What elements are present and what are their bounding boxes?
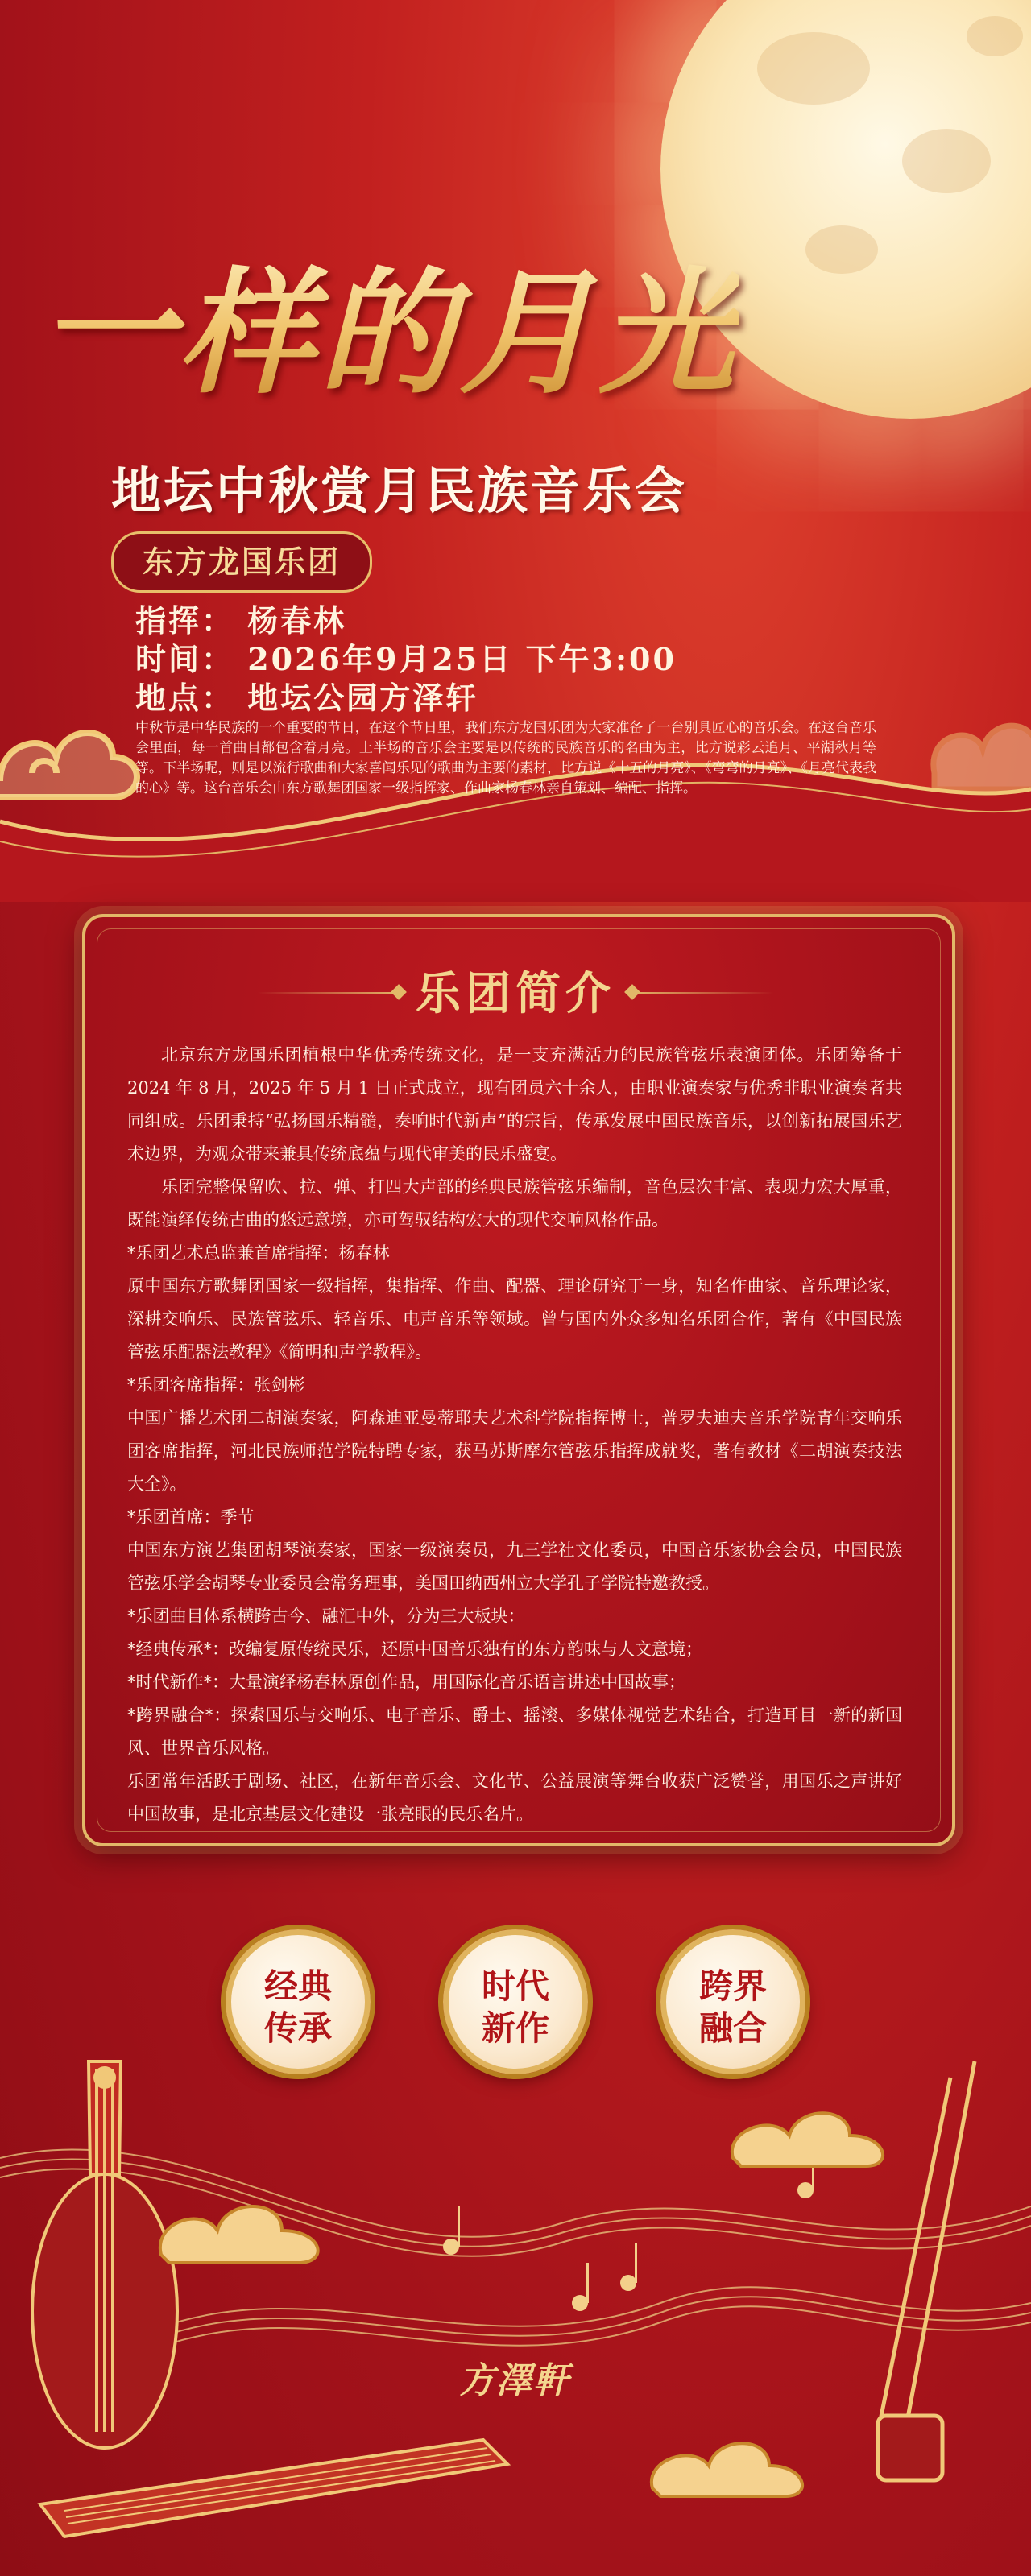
badge-line: 经典 (263, 1966, 332, 2006)
paragraph: 原中国东方歌舞团国家一级指挥，集指挥、作曲、配器、理论研究于一身，知名作曲家、音乐理论家，深耕交响乐、民族管弦乐、轻音乐、电声音乐等领域。曾与国内外众多知名乐团合作，著有《中国民族管弦乐配器法教程》《简明和声学教程》。 (127, 1276, 902, 1362)
venue-signature-logo: 方澤軒 (459, 2360, 570, 2401)
badge-line: 时代 (481, 1966, 549, 2006)
paragraph: *乐团客席指挥：张剑彬 (127, 1375, 305, 1395)
cloud-bottom-icon (636, 2416, 822, 2504)
paragraph: *乐团曲目体系横跨古今、融汇中外，分为三大板块： (127, 1606, 525, 1626)
paragraph: *经典传承*：改编复原传统民乐，还原中国音乐独有的东方韵味与人文意境； (127, 1639, 702, 1659)
badge-line: 传承 (263, 2008, 332, 2048)
paragraph: *乐团艺术总监兼首席指挥：杨春林 (127, 1243, 390, 1263)
paragraph: *时代新作*：大量演绎杨春林原创作品，用国际化音乐语言讲述中国故事； (127, 1673, 685, 1692)
section-body (127, 1039, 902, 1831)
badge-line: 融合 (698, 2008, 767, 2048)
poster-title: 一样的月光 (39, 225, 739, 420)
title-divider-right (628, 992, 773, 994)
paragraph: *跨界融合*：探索国乐与交响乐、电子音乐、爵士、摇滚、多媒体视觉艺术结合，打造耳目一新的新国风、世界音乐风格。 (127, 1706, 902, 1758)
conductor-info: 指挥： 杨春林 (135, 602, 347, 639)
badge-classic-heritage (226, 1929, 371, 2074)
cloud-bottom-icon (717, 2086, 902, 2174)
badge-line: 跨界 (698, 1966, 767, 2006)
badge-line: 新作 (481, 2008, 549, 2048)
organization-badge: 东方龙国乐团 (111, 531, 372, 593)
guzheng-instrument-image (32, 2416, 516, 2545)
paragraph: *乐团首席：季节 (127, 1507, 255, 1527)
paragraph: 乐团完整保留吹、拉、弹、打四大声部的经典民族管弦乐编制，音色层次丰富、表现力宏大厚重，既能演绎传统古曲的悠远意境，亦可驾驭结构宏大的现代交响风格作品。 (127, 1177, 902, 1230)
poster-subtitle: 地坛中秋赏月民族音乐会 (111, 461, 688, 520)
paragraph: 乐团常年活跃于剧场、社区，在新年音乐会、文化节、公益展演等舞台收获广泛赞誉，用国乐之声讲好中国故事，是北京基层文化建设一张亮眼的民乐名片。 (127, 1772, 902, 1824)
location-info: 地点： 地坛公园方泽轩 (135, 680, 479, 716)
paragraph: 中国东方演艺集团胡琴演奏家，国家一级演奏员，九三学社文化委员，中国音乐家协会会员，中国民族管弦乐学会胡琴专业委员会常务理事，美国田纳西州立大学孔子学院特邀教授。 (127, 1540, 902, 1593)
section-title: 乐团简介 (416, 967, 615, 1020)
cloud-bottom-icon (145, 2174, 338, 2271)
badge-modern-works (443, 1929, 588, 2074)
time-info: 时间： 2026年9月25日 下午3:00 (135, 641, 677, 677)
paragraph: 北京东方龙国乐团植根中华优秀传统文化，是一支充满活力的民族管弦乐表演团体。乐团筹备于 2024 年 8 月，2025 年 5 月 1 日正式成立，现有团员六十余人，由职业演奏家与优秀非职业演奏者共同组成。乐团秉持“弘扬国乐精髓，奏响时代新声”的宗旨，传承发展中国民族音乐，以创新拓展国乐艺术边界，为观众带来兼具传统底蕴与现代审美的民乐盛宴。 (127, 1045, 902, 1164)
paragraph: 中国广播艺术团二胡演奏家，阿森迪亚曼蒂耶夫艺术科学院指挥博士，普罗夫迪夫音乐学院青年交响乐团客席指挥，河北民族师范学院特聘专家，获马苏斯摩尔管弦乐指挥成就奖，著有教材《二胡演奏技法大全》。 (127, 1408, 902, 1494)
concert-intro: 中秋节是中华民族的一个重要的节日，在这个节日里，我们东方龙国乐团为大家准备了一台别具匠心的音乐会。在这台音乐会里面，每一首曲目都包含着月亮。上半场的音乐会主要是以传统的民族音乐的名曲为主，比方说彩云追月、平湖秋月等等。下半场呢，则是以流行歌曲和大家喜闻乐见的歌曲为主要的素材，比方说《十五的月亮》、《弯弯的月亮》、《月亮代表我的心》等。这台音乐会由东方歌舞团国家一级指挥家、作曲家杨春林亲自策划、编配、指挥。 (135, 720, 876, 796)
badge-crossover (660, 1929, 805, 2074)
